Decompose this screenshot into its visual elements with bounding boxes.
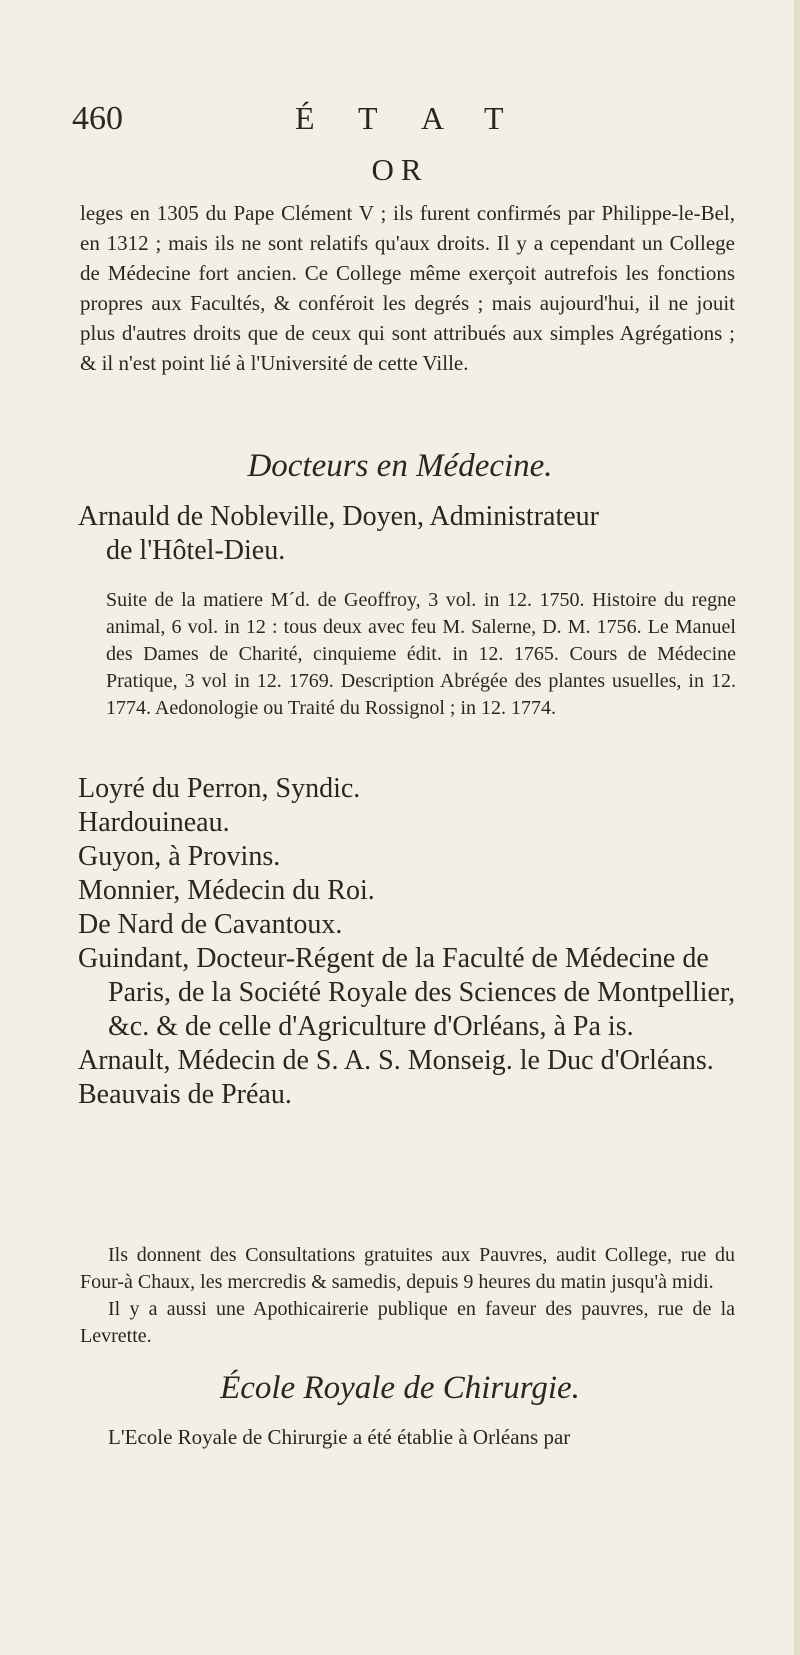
- section-heading-doctors: Docteurs en Médecine.: [247, 448, 553, 484]
- running-title-letter: É: [295, 100, 315, 136]
- section-heading-surgery: École Royale de Chirurgie.: [220, 1370, 580, 1406]
- running-title: [295, 100, 547, 137]
- running-title-letter: A: [421, 100, 445, 136]
- running-header: [0, 100, 800, 150]
- list-item: Beauvais de Préau.: [78, 1079, 292, 1110]
- list-item: Loyré du Perron, Syndic.: [78, 773, 361, 804]
- lead-doctor-bibliography: Suite de la matiere M´d. de Geoffroy, 3 vol. in 12. 1750. Histoire du regne animal, 6 vol. in 12 : tous deux avec feu M. Salerne, D. M. 1756. Le Manuel des Dames de Charité, cinquieme édit. in 12. 1765. Cours de Médecine Pratique, 3 vol in 12. 1769. Description Abrégée des plantes usuelles, in 12. 1774. Aedonologie ou Traité du Rossignol ; in 12. 1774.: [106, 589, 736, 719]
- lead-doctor-title: de l'Hôtel-Dieu.: [106, 535, 286, 566]
- list-item: Guindant, Docteur-Régent de la Faculté de Médecine de Paris, de la Société Royale des Sciences de Montpellier, &c. & de celle d'Agriculture d'Orléans, à Pa is.: [78, 943, 736, 1042]
- apothecary-note: Il y a aussi une Apothicairerie publique en faveur des pauvres, rue de la Levrette.: [80, 1298, 735, 1347]
- page-subtitle: OR: [371, 152, 429, 187]
- list-item: De Nard de Cavantoux.: [78, 909, 343, 940]
- page-number: 460: [72, 100, 123, 137]
- running-title-letter: T: [484, 100, 504, 136]
- consultation-note: Ils donnent des Consultations gratuites aux Pauvres, audit College, rue du Four-à Chaux, les mercredis & samedis, depuis 9 heures du matin jusqu'à midi.: [80, 1244, 735, 1293]
- consultation-notes: [80, 1242, 735, 1350]
- lead-doctor-name: Arnauld de Nobleville, Doyen, Administrateur: [78, 501, 599, 532]
- surgery-first-line: L'Ecole Royale de Chirurgie a été établie à Orléans par: [108, 1425, 571, 1449]
- running-title-letter: T: [358, 100, 378, 136]
- page-edge: [794, 0, 800, 1655]
- list-item: Hardouineau.: [78, 807, 230, 838]
- list-item: Guyon, à Provins.: [78, 841, 281, 872]
- intro-paragraph: leges en 1305 du Pape Clément V ; ils furent confirmés par Philippe-le-Bel, en 1312 ; mais ils ne sont relatifs qu'aux droits. Il y a cependant un College de Médecine fort ancien. Ce College même exerçoit autrefois les fonctions propres aux Facultés, & conféroit les degrés ; mais aujourd'hui, il ne jouit plus d'autres droits que de ceux qui sont attribués aux simples Agrégations ; & il n'est point lié à l'Université de cette Ville.: [80, 201, 735, 375]
- list-item: Arnault, Médecin de S. A. S. Monseig. le Duc d'Orléans.: [78, 1045, 714, 1076]
- doctor-list: [78, 772, 738, 1112]
- lead-doctor-entry: [78, 500, 738, 568]
- list-item: Monnier, Médecin du Roi.: [78, 875, 375, 906]
